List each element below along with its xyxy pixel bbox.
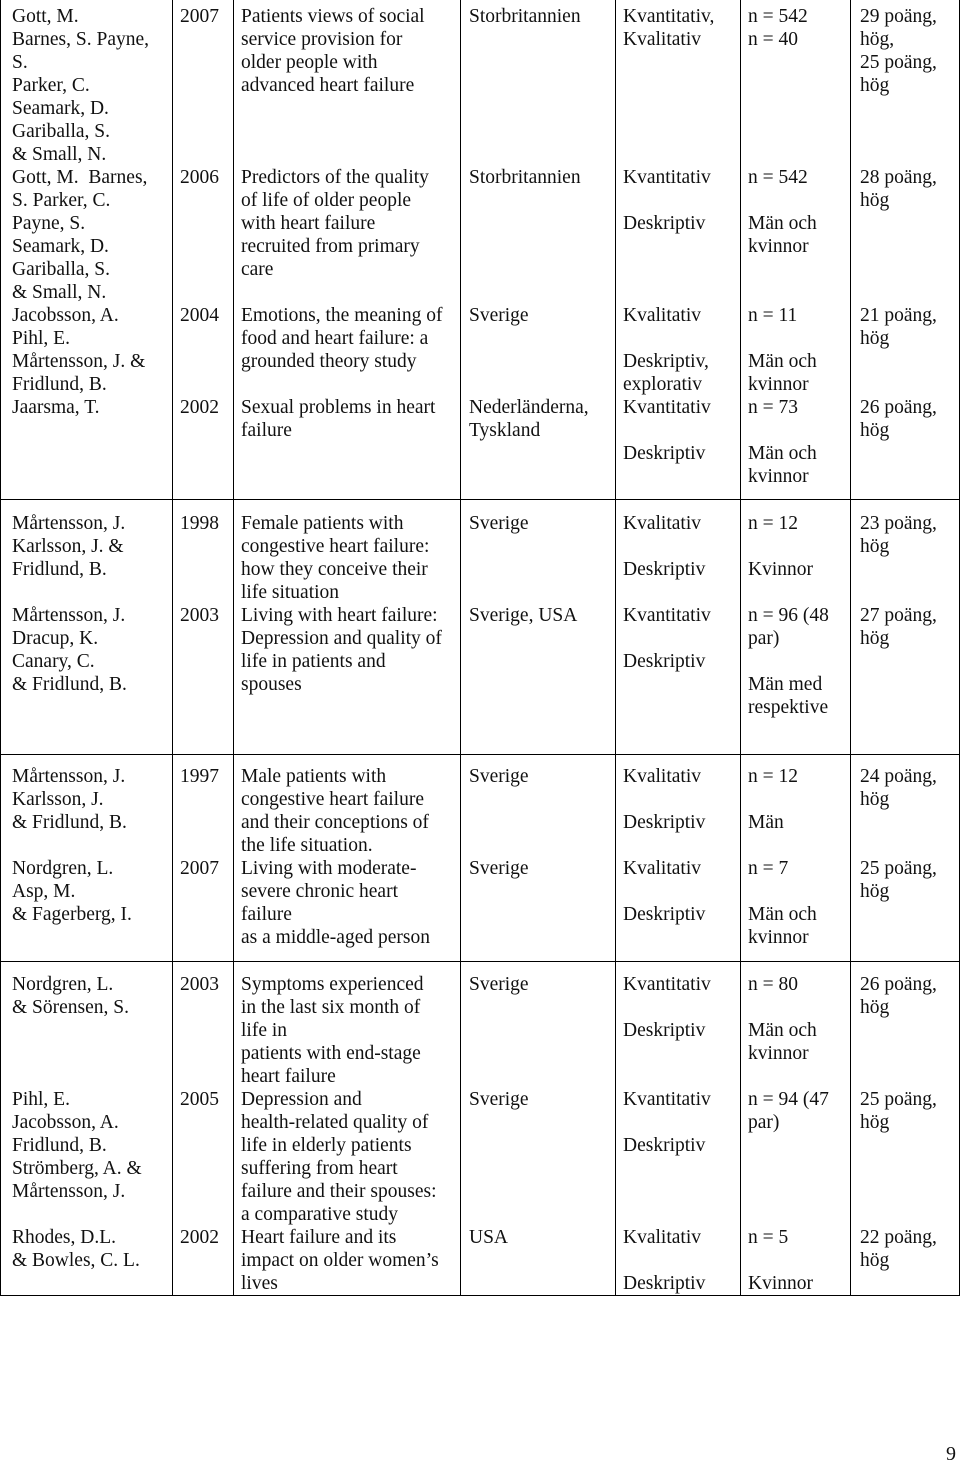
sample-line: kvinnor <box>748 373 809 395</box>
method-line: Deskriptiv <box>623 212 706 234</box>
title-line: service provision for <box>241 28 403 50</box>
country-line: Nederländerna, <box>469 396 589 418</box>
title-cell <box>233 1088 460 1226</box>
country-line: Storbritannien <box>469 5 581 27</box>
method-line: Kvantitativ <box>623 604 711 626</box>
method-line: Kvalitativ <box>623 512 701 534</box>
authors-line: Canary, C. <box>12 650 95 672</box>
authors-line: & Fridlund, B. <box>12 811 127 833</box>
sample-line: Män och <box>748 442 817 464</box>
sample-line: n = 12 <box>748 765 798 787</box>
title-line: congestive heart failure: <box>241 535 430 557</box>
year-line: 2007 <box>180 5 219 27</box>
method-line: Kvalitativ <box>623 28 701 50</box>
authors-cell <box>0 1226 172 1296</box>
year-cell <box>172 304 233 396</box>
authors-line: Pihl, E. <box>12 327 70 349</box>
quality-line: 29 poäng, <box>860 5 937 27</box>
method-line: Deskriptiv <box>623 903 706 925</box>
authors-cell <box>0 857 172 962</box>
title-line: heart failure <box>241 1065 336 1087</box>
sample-line: Män och <box>748 212 817 234</box>
title-line: with heart failure <box>241 212 376 234</box>
sample-line: kvinnor <box>748 1042 809 1064</box>
quality-cell <box>850 857 960 962</box>
sample-line <box>748 1249 850 1272</box>
title-line: the life situation. <box>241 834 373 856</box>
title-line: Emotions, the meaning of <box>241 304 443 326</box>
study-row <box>0 304 960 396</box>
sample-line: n = 12 <box>748 512 798 534</box>
study-row <box>0 1088 960 1226</box>
title-line: suffering from heart <box>241 1157 398 1179</box>
authors-line: & Sörensen, S. <box>12 996 129 1018</box>
title-cell <box>233 962 460 1088</box>
title-line: severe chronic heart <box>241 880 398 902</box>
method-line: Kvalitativ <box>623 857 701 879</box>
authors-line: & Small, N. <box>12 143 107 165</box>
sample-cell <box>740 396 850 500</box>
quality-line: hög <box>860 189 890 211</box>
method-line <box>623 1111 740 1134</box>
country-cell <box>460 604 615 755</box>
title-line: Heart failure and its <box>241 1226 397 1248</box>
country-line: USA <box>469 1226 509 1248</box>
authors-cell <box>0 0 172 166</box>
quality-line: hög, <box>860 28 895 50</box>
quality-line: hög <box>860 880 890 902</box>
year-cell <box>172 500 233 604</box>
sample-cell <box>740 857 850 962</box>
sample-line: n = 73 <box>748 396 798 418</box>
year-cell <box>172 857 233 962</box>
method-line: Kvantitativ <box>623 1088 711 1110</box>
authors-line: Gariballa, S. <box>12 120 111 142</box>
title-line: life in patients and <box>241 650 386 672</box>
method-line <box>623 627 740 650</box>
title-line: impact on older women’s <box>241 1249 439 1271</box>
country-cell <box>460 0 615 166</box>
study-row <box>0 755 960 857</box>
title-line: Depression and <box>241 1088 362 1110</box>
method-line: Deskriptiv <box>623 558 706 580</box>
quality-line: hög <box>860 535 890 557</box>
method-line: Kvalitativ <box>623 1226 701 1248</box>
sample-line <box>748 535 850 558</box>
method-line: Kvalitativ <box>623 765 701 787</box>
authors-line: Dracup, K. <box>12 627 99 649</box>
quality-line: 25 poäng, <box>860 857 937 879</box>
title-line: life in <box>241 1019 288 1041</box>
sample-line: Män och <box>748 350 817 372</box>
title-line: a comparative study <box>241 1203 399 1225</box>
quality-line: 25 poäng, <box>860 51 937 73</box>
country-cell <box>460 166 615 304</box>
country-line: Sverige <box>469 973 529 995</box>
sample-cell <box>740 755 850 857</box>
quality-line: hög <box>860 327 890 349</box>
year-cell <box>172 396 233 500</box>
quality-cell <box>850 1088 960 1226</box>
sample-cell <box>740 962 850 1088</box>
authors-line: Fridlund, B. <box>12 558 107 580</box>
year-line: 1997 <box>180 765 219 787</box>
method-cell <box>615 0 740 166</box>
study-row <box>0 604 960 755</box>
method-cell <box>615 1226 740 1296</box>
method-line: Kvalitativ <box>623 304 701 326</box>
title-line: Predictors of the quality <box>241 166 429 188</box>
title-line: food and heart failure: a <box>241 327 429 349</box>
quality-cell <box>850 604 960 755</box>
title-line: spouses <box>241 673 302 695</box>
method-line: Deskriptiv, <box>623 350 709 372</box>
authors-line: Gott, M. Barnes, <box>12 166 148 188</box>
method-line <box>623 996 740 1019</box>
study-group <box>0 0 960 500</box>
authors-line: Jacobsson, A. <box>12 1111 119 1133</box>
method-line <box>623 1249 740 1272</box>
authors-line: Mårtensson, J. <box>12 512 126 534</box>
authors-cell <box>0 1088 172 1226</box>
method-line <box>623 788 740 811</box>
title-line: Symptoms experienced <box>241 973 424 995</box>
method-cell <box>615 396 740 500</box>
country-cell <box>460 500 615 604</box>
sample-line: respektive <box>748 696 829 718</box>
method-line: explorativ <box>623 373 703 395</box>
study-row <box>0 1226 960 1296</box>
sample-line: par) <box>748 627 780 649</box>
title-cell <box>233 1226 460 1296</box>
sample-line <box>748 419 850 442</box>
authors-line: Gott, M. <box>12 5 79 27</box>
authors-line: & Fridlund, B. <box>12 673 127 695</box>
quality-line: hög <box>860 996 890 1018</box>
year-line: 2004 <box>180 304 219 326</box>
quality-cell <box>850 166 960 304</box>
sample-line: Män och <box>748 1019 817 1041</box>
sample-line: kvinnor <box>748 235 809 257</box>
study-row <box>0 500 960 604</box>
study-row <box>0 962 960 1088</box>
method-line: Deskriptiv <box>623 811 706 833</box>
country-line: Tyskland <box>469 419 541 441</box>
authors-cell <box>0 166 172 304</box>
sample-line: n = 94 (47 <box>748 1088 829 1110</box>
authors-line: Mårtensson, J. <box>12 604 126 626</box>
quality-line: 21 poäng, <box>860 304 937 326</box>
method-cell <box>615 1088 740 1226</box>
sample-line: Män och <box>748 903 817 925</box>
study-group <box>0 755 960 962</box>
method-line <box>623 419 740 442</box>
title-line: Depression and quality of <box>241 627 442 649</box>
authors-line: Asp, M. <box>12 880 76 902</box>
method-line: Deskriptiv <box>623 1019 706 1041</box>
authors-line: Mårtensson, J. & <box>12 350 146 372</box>
authors-cell <box>0 755 172 857</box>
year-cell <box>172 962 233 1088</box>
sample-line: n = 96 (48 <box>748 604 829 626</box>
country-line: Sverige <box>469 857 529 879</box>
authors-cell <box>0 304 172 396</box>
quality-line: hög <box>860 627 890 649</box>
quality-line: hög <box>860 788 890 810</box>
title-line: Living with moderate- <box>241 857 417 879</box>
authors-line: Fridlund, B. <box>12 373 107 395</box>
method-line: Deskriptiv <box>623 650 706 672</box>
sample-line: n = 7 <box>748 857 789 879</box>
title-line: failure and their spouses: <box>241 1180 437 1202</box>
authors-line: Seamark, D. <box>12 97 109 119</box>
title-line: and their conceptions of <box>241 811 429 833</box>
title-line: Living with heart failure: <box>241 604 438 626</box>
title-cell <box>233 396 460 500</box>
year-line: 2006 <box>180 166 219 188</box>
sample-line: Män med <box>748 673 823 695</box>
quality-cell <box>850 0 960 166</box>
sample-line: n = 542 <box>748 5 808 27</box>
authors-line: Barnes, S. Payne, <box>12 28 150 50</box>
quality-cell <box>850 304 960 396</box>
title-line: of life of older people <box>241 189 412 211</box>
country-line: Sverige, USA <box>469 604 578 626</box>
title-line: patients with end-stage <box>241 1042 421 1064</box>
year-cell <box>172 755 233 857</box>
sample-line <box>748 996 850 1019</box>
title-line: older people with <box>241 51 378 73</box>
title-line: grounded theory study <box>241 350 417 372</box>
title-line: advanced heart failure <box>241 74 415 96</box>
authors-cell <box>0 604 172 755</box>
authors-line: Fridlund, B. <box>12 1134 107 1156</box>
method-line: Kvantitativ <box>623 973 711 995</box>
authors-line: Payne, S. <box>12 212 86 234</box>
title-line: congestive heart failure <box>241 788 424 810</box>
quality-cell <box>850 755 960 857</box>
method-cell <box>615 304 740 396</box>
title-line: failure <box>241 419 292 441</box>
sample-line: par) <box>748 1111 780 1133</box>
title-line: life situation <box>241 581 340 603</box>
sample-line <box>748 327 850 350</box>
country-cell <box>460 304 615 396</box>
quality-line: 28 poäng, <box>860 166 937 188</box>
sample-line: n = 11 <box>748 304 798 326</box>
country-line: Sverige <box>469 1088 529 1110</box>
year-cell <box>172 0 233 166</box>
study-row <box>0 0 960 166</box>
country-cell <box>460 1226 615 1296</box>
method-line: Deskriptiv <box>623 1272 706 1294</box>
quality-line: hög <box>860 74 890 96</box>
quality-line: 27 poäng, <box>860 604 937 626</box>
authors-line: Pihl, E. <box>12 1088 70 1110</box>
authors-line: & Bowles, C. L. <box>12 1249 140 1271</box>
sample-line: n = 542 <box>748 166 808 188</box>
title-line: Sexual problems in heart <box>241 396 436 418</box>
authors-line: Mårtensson, J. <box>12 765 126 787</box>
study-row <box>0 857 960 962</box>
authors-line: Jaarsma, T. <box>12 396 100 418</box>
method-line: Kvantitativ <box>623 166 711 188</box>
title-line: as a middle-aged person <box>241 926 430 948</box>
sample-line <box>748 880 850 903</box>
sample-cell <box>740 1226 850 1296</box>
authors-line: Seamark, D. <box>12 235 109 257</box>
method-line: Deskriptiv <box>623 1134 706 1156</box>
title-line: recruited from primary <box>241 235 420 257</box>
year-line: 2002 <box>180 1226 219 1248</box>
study-row <box>0 166 960 304</box>
sample-line <box>748 788 850 811</box>
method-cell <box>615 166 740 304</box>
quality-line: 25 poäng, <box>860 1088 937 1110</box>
country-cell <box>460 962 615 1088</box>
authors-line: & Small, N. <box>12 281 107 303</box>
method-line <box>623 880 740 903</box>
title-cell <box>233 0 460 166</box>
quality-line: hög <box>860 1249 890 1271</box>
study-group <box>0 962 960 1296</box>
year-cell <box>172 604 233 755</box>
quality-cell <box>850 962 960 1088</box>
quality-cell <box>850 396 960 500</box>
sample-line: Män <box>748 811 784 833</box>
sample-line: n = 5 <box>748 1226 789 1248</box>
title-cell <box>233 857 460 962</box>
title-line: lives <box>241 1272 278 1294</box>
authors-line: Strömberg, A. & <box>12 1157 142 1179</box>
sample-cell <box>740 0 850 166</box>
sample-line: kvinnor <box>748 926 809 948</box>
sample-cell <box>740 166 850 304</box>
title-cell <box>233 304 460 396</box>
title-line: failure <box>241 903 292 925</box>
year-line: 2003 <box>180 973 219 995</box>
title-cell <box>233 166 460 304</box>
quality-line: hög <box>860 419 890 441</box>
authors-line: Jacobsson, A. <box>12 304 119 326</box>
year-line: 2003 <box>180 604 219 626</box>
authors-cell <box>0 396 172 500</box>
country-cell <box>460 396 615 500</box>
authors-line: Nordgren, L. <box>12 857 114 879</box>
authors-line: Rhodes, D.L. <box>12 1226 116 1248</box>
method-line: Deskriptiv <box>623 442 706 464</box>
method-cell <box>615 755 740 857</box>
authors-cell <box>0 500 172 604</box>
method-cell <box>615 962 740 1088</box>
authors-line: & Fagerberg, I. <box>12 903 132 925</box>
year-cell <box>172 166 233 304</box>
method-cell <box>615 500 740 604</box>
method-line <box>623 535 740 558</box>
authors-cell <box>0 962 172 1088</box>
sample-line: n = 80 <box>748 973 798 995</box>
title-line: in the last six month of <box>241 996 421 1018</box>
sample-line: n = 40 <box>748 28 798 50</box>
year-line: 2005 <box>180 1088 219 1110</box>
method-cell <box>615 604 740 755</box>
method-cell <box>615 857 740 962</box>
sample-line <box>748 650 850 673</box>
sample-cell <box>740 500 850 604</box>
quality-cell <box>850 500 960 604</box>
title-line: health-related quality of <box>241 1111 429 1133</box>
quality-line: hög <box>860 1111 890 1133</box>
authors-line: Nordgren, L. <box>12 973 114 995</box>
sample-cell <box>740 604 850 755</box>
year-line: 2002 <box>180 396 219 418</box>
title-line: how they conceive their <box>241 558 428 580</box>
quality-cell <box>850 1226 960 1296</box>
sample-line: Kvinnor <box>748 1272 813 1294</box>
country-line: Sverige <box>469 765 529 787</box>
title-line: Patients views of social <box>241 5 425 27</box>
year-line: 1998 <box>180 512 219 534</box>
country-cell <box>460 755 615 857</box>
quality-line: 26 poäng, <box>860 396 937 418</box>
sample-line: Kvinnor <box>748 558 813 580</box>
title-line: Female patients with <box>241 512 404 534</box>
title-cell <box>233 755 460 857</box>
method-line <box>623 327 740 350</box>
country-line: Sverige <box>469 512 529 534</box>
authors-line: Parker, C. <box>12 74 90 96</box>
country-line: Storbritannien <box>469 166 581 188</box>
quality-line: 24 poäng, <box>860 765 937 787</box>
year-line: 2007 <box>180 857 219 879</box>
title-cell <box>233 604 460 755</box>
title-line: care <box>241 258 274 280</box>
authors-line: S. <box>12 51 28 73</box>
title-line: Male patients with <box>241 765 387 787</box>
country-cell <box>460 1088 615 1226</box>
method-line: Kvantitativ <box>623 396 711 418</box>
title-line: life in elderly patients <box>241 1134 412 1156</box>
sample-line: kvinnor <box>748 465 809 487</box>
quality-line: 26 poäng, <box>860 973 937 995</box>
title-cell <box>233 500 460 604</box>
country-cell <box>460 857 615 962</box>
sample-cell <box>740 304 850 396</box>
year-cell <box>172 1226 233 1296</box>
authors-line: Karlsson, J. & <box>12 535 124 557</box>
method-line <box>623 189 740 212</box>
year-cell <box>172 1088 233 1226</box>
page-number: 9 <box>946 1443 956 1465</box>
sample-cell <box>740 1088 850 1226</box>
study-group <box>0 500 960 755</box>
country-line: Sverige <box>469 304 529 326</box>
sample-line <box>748 189 850 212</box>
quality-line: 22 poäng, <box>860 1226 937 1248</box>
quality-line: 23 poäng, <box>860 512 937 534</box>
authors-line: Mårtensson, J. <box>12 1180 126 1202</box>
authors-line: Gariballa, S. <box>12 258 111 280</box>
authors-line: S. Parker, C. <box>12 189 111 211</box>
authors-line: Karlsson, J. <box>12 788 104 810</box>
method-line: Kvantitativ, <box>623 5 715 27</box>
study-row <box>0 396 960 500</box>
